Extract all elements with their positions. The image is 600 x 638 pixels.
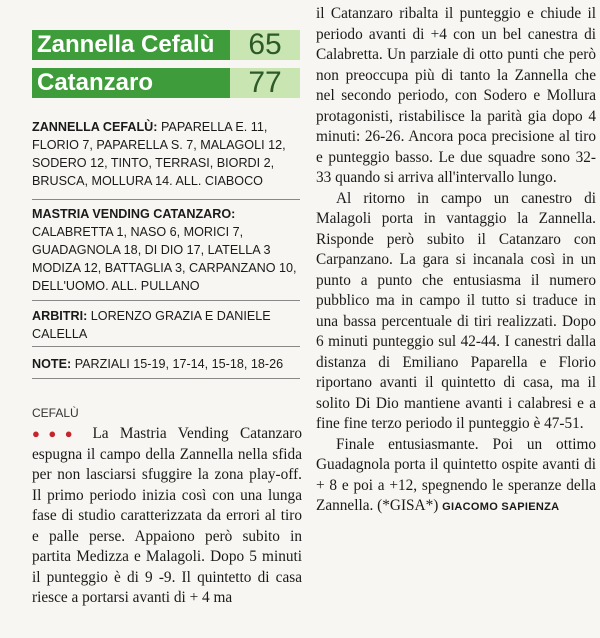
article-paragraph: ●●● La Mastria Vending Catanzaro espugna il campo della Zannella nella sfida per non lasciarsi sfuggire la zona play-off. Il primo periodo inizia così con una lunga fase di studio caratterizzata da errori al tiro e palle perse. Appaiono però subito in partita Medizza e Malagoli. Dopo 5 minuti il punteggio è di 9 -9. Il quintetto di casa riesce a portarsi avanti di + 4 ma xyxy=(32,425,303,606)
notes-text: PARZIALI 15-19, 17-14, 15-18, 18-26 xyxy=(74,357,284,371)
referees-names: LORENZO GRAZIA E DANIELE CALELLA xyxy=(32,309,271,341)
away-boxscore-team: MASTRIA VENDING CATANZARO: xyxy=(32,207,236,221)
home-boxscore xyxy=(32,118,300,190)
divider xyxy=(32,378,300,379)
away-team-name: Catanzaro xyxy=(37,69,154,96)
referees-label: ARBITRI: xyxy=(32,309,88,323)
referees xyxy=(32,307,300,343)
article-body-right xyxy=(316,4,596,518)
notes-label: NOTE: xyxy=(32,357,72,371)
home-boxscore-players: PAPARELLA E. 11, FLORIO 7, PAPARELLA S. 7, MALAGOLI 12, SODERO 12, TINTO, TERRASI, BIORDI 2, BRUSCA, MOLLURA 14. ALL. CIABOCO xyxy=(32,120,286,188)
away-team-score: 77 xyxy=(230,68,300,98)
article-author: GIACOMO SAPIENZA xyxy=(442,501,560,513)
red-bullets-icon: ●●● xyxy=(32,426,82,441)
divider xyxy=(32,300,300,301)
notes xyxy=(32,355,300,373)
article-paragraph: Finale entusiasmante. Poi un ottimo Guadagnola porta il quintetto ospite avanti di + 8 e poi a +12, spegnendo le speranze della Zannella. (*GISA*) GIACOMO SAPIENZA xyxy=(316,435,596,514)
home-score-bar xyxy=(32,30,300,60)
divider xyxy=(32,346,300,347)
article-paragraph: il Catanzaro ribalta il punteggio e chiude il periodo avanti di +4 con un bel canestra di Calabretta. Un parziale di otto punti che però non preoccupa più di tanto la Zannella che nel secondo periodo, con Sodero e Mollura protagonisti, ristabilisce la parità gia dopo 4 minuti: 26-26. Ancora poca precisione al tiro e punteggio basso. Le due squadre sono 32-33 quando si arriva all'intervallo lungo. xyxy=(316,5,596,186)
away-boxscore xyxy=(32,205,300,295)
home-team-name: Zannella Cefalù xyxy=(37,31,215,58)
article-dateline: CEFALÙ xyxy=(32,406,79,420)
divider xyxy=(32,199,300,200)
away-score-bar xyxy=(32,68,300,98)
article-paragraph: Al ritorno in campo un canestro di Malagoli porta in vantaggio la Zannella. Risponde però subito il Catanzaro con Carpanzano. La gara si incanala così in un punto a punto che entusiasma il numero pubblico ma in campo il tutto si traduce in una bassa percentuale di tiri realizzati. Dopo 6 minuti punteggio sul 42-44. I canestri dalla distanza di Emiliano Paparella e Florio riportano avanti il quintetto di casa, ma il solito Di Dio mantiene avanti i calabresi e a fine fine terzo periodo il punteggio è 47-51. xyxy=(316,189,596,432)
home-boxscore-team: ZANNELLA CEFALÙ: xyxy=(32,120,158,134)
home-team-score: 65 xyxy=(230,30,300,60)
article-body-left xyxy=(32,424,302,609)
away-boxscore-players: CALABRETTA 1, NASO 6, MORICI 7, GUADAGNOLA 18, DI DIO 17, LATELLA 3 MODIZA 12, BATTAGLIA 3, CARPANZANO 10, DELL'UOMO. ALL. PULLANO xyxy=(32,225,297,293)
